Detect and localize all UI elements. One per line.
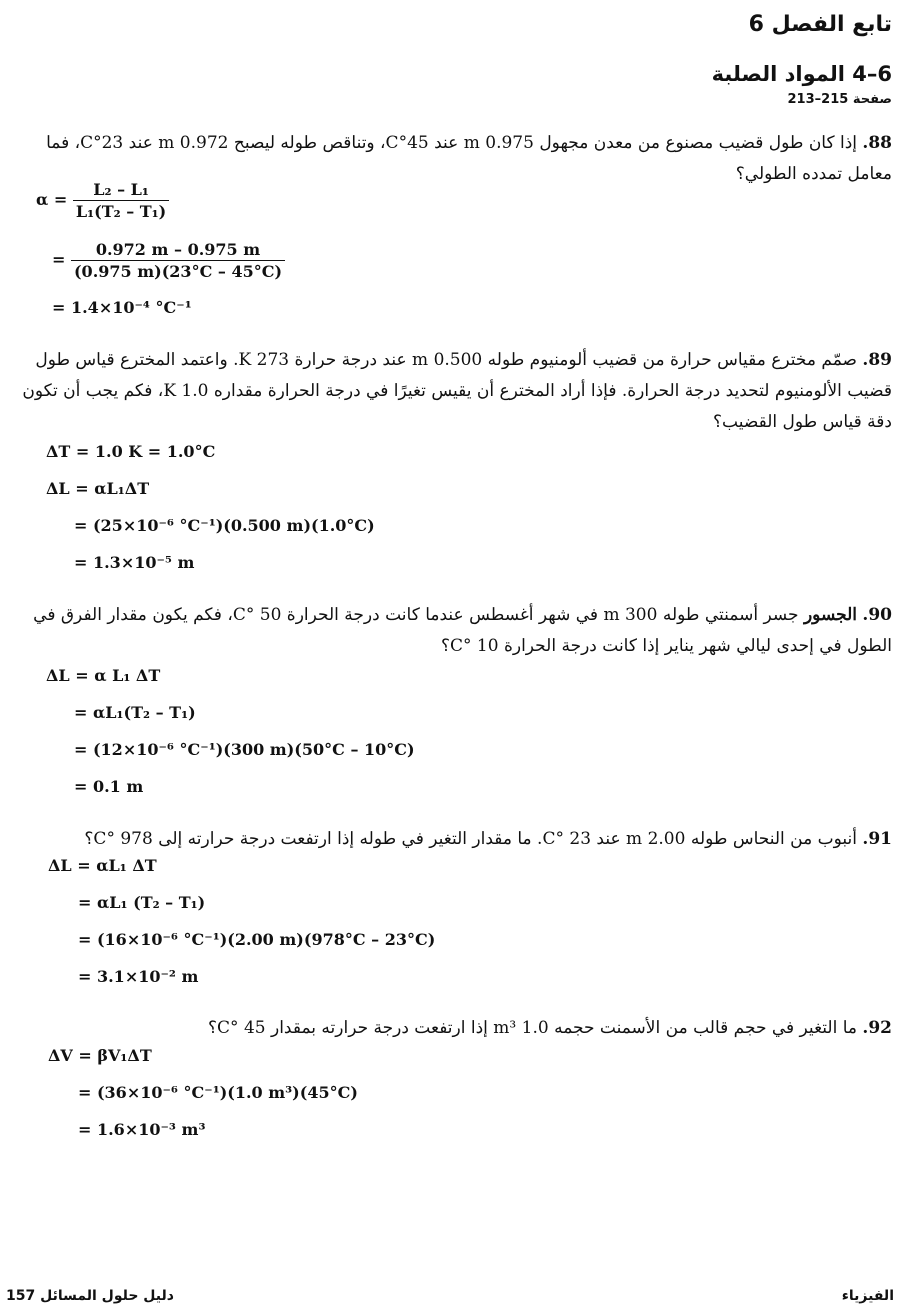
problem-89-line-1: ΔT = 1.0 K = 1.0°C bbox=[46, 442, 216, 461]
denominator: (0.975 m)(23°C – 45°C) bbox=[73, 262, 283, 281]
problem-keyword: الجسور bbox=[803, 605, 857, 625]
equation-lhs: = bbox=[52, 250, 66, 269]
problem-number: 89. bbox=[862, 350, 892, 370]
footer-page-label: 157 دليل حلول المسائل bbox=[6, 1288, 174, 1304]
problem-89-line-2: ΔL = αL₁ΔT bbox=[46, 479, 150, 498]
fraction bbox=[71, 240, 285, 281]
problem-91-line-4: = 3.1×10⁻² m bbox=[78, 967, 199, 986]
problem-92-line-3: = 1.6×10⁻³ m³ bbox=[78, 1120, 206, 1139]
problem-91-question bbox=[4, 824, 892, 855]
page-range: صفحة 215–213 bbox=[787, 92, 892, 107]
problem-number: 88. bbox=[862, 133, 892, 153]
problem-90-line-4: = 0.1 m bbox=[74, 777, 144, 796]
problem-91-line-3: = (16×10⁻⁶ °C⁻¹)(2.00 m)(978°C – 23°C) bbox=[78, 930, 436, 949]
problem-number: 92. bbox=[862, 1018, 892, 1038]
problem-88-formula bbox=[36, 180, 169, 221]
problem-92-line-2: = (36×10⁻⁶ °C⁻¹)(1.0 m³)(45°C) bbox=[78, 1083, 358, 1102]
problem-91-line-2: = αL₁ (T₂ – T₁) bbox=[78, 893, 206, 912]
denominator: L₁(T₂ – T₁) bbox=[75, 202, 167, 221]
problem-92-line-1: ΔV = βV₁ΔT bbox=[48, 1046, 152, 1065]
fraction bbox=[73, 180, 169, 221]
numerator: 0.972 m – 0.975 m bbox=[71, 240, 285, 261]
problem-text: صمّم مخترع مقياس حرارة من قضيب ألومنيوم طوله 0.500 m عند درجة حرارة 273 K. واعتمد المخترع قياس طول قضيب الألومنيوم لتحديد درجة الحرارة. فإذا أراد المخترع أن يقيس تغيرًا في درجة الحرارة مقداره 1.0 K، فكم يجب أن تكون دقة قياس طول القضيب؟ bbox=[22, 350, 892, 432]
section-title: 6–4 المواد الصلبة bbox=[711, 62, 892, 86]
problem-89-question bbox=[4, 345, 892, 438]
problem-number: 90. bbox=[862, 605, 892, 625]
problem-text: إذا كان طول قضيب مصنوع من معدن مجهول 0.975 m عند 45°C، وتناقص طوله ليصبح 0.972 m عند 23°C، فما معامل تمدده الطولي؟ bbox=[46, 133, 892, 184]
problem-89-line-4: = 1.3×10⁻⁵ m bbox=[74, 553, 195, 572]
problem-number: 91. bbox=[862, 829, 892, 849]
problem-88-result: = 1.4×10⁻⁴ °C⁻¹ bbox=[52, 298, 192, 317]
problem-88-substitution bbox=[52, 240, 285, 281]
numerator: L₂ – L₁ bbox=[73, 180, 169, 201]
problem-92-question bbox=[4, 1013, 892, 1044]
problem-90-question bbox=[4, 600, 892, 662]
equation-lhs: α = bbox=[36, 190, 68, 209]
problem-text: أنبوب من النحاس طوله 2.00 m عند 23 °C. ما مقدار التغير في طوله إذا ارتفعت درجة حرارته إلى 978 °C؟ bbox=[84, 829, 857, 849]
footer-subject: الفيزياء bbox=[841, 1288, 894, 1304]
problem-text: جسر أسمنتي طوله 300 m في شهر أغسطس عندما كانت درجة الحرارة 50 °C، فكم يكون مقدار الفرق في الطول في إحدى ليالي شهر يناير إذا كانت درجة الحرارة 10 °C؟ bbox=[33, 605, 892, 656]
problem-90-line-1: ΔL = α L₁ ΔT bbox=[46, 666, 161, 685]
chapter-title: تابع الفصل 6 bbox=[748, 12, 892, 37]
problem-91-line-1: ΔL = αL₁ ΔT bbox=[48, 856, 157, 875]
problem-89-line-3: = (25×10⁻⁶ °C⁻¹)(0.500 m)(1.0°C) bbox=[74, 516, 375, 535]
problem-90-line-2: = αL₁(T₂ – T₁) bbox=[74, 703, 196, 722]
problem-text: ما التغير في حجم قالب من الأسمنت حجمه 1.0 m³ إذا ارتفعت درجة حرارته بمقدار 45 °C؟ bbox=[208, 1018, 857, 1038]
problem-90-line-3: = (12×10⁻⁶ °C⁻¹)(300 m)(50°C – 10°C) bbox=[74, 740, 415, 759]
